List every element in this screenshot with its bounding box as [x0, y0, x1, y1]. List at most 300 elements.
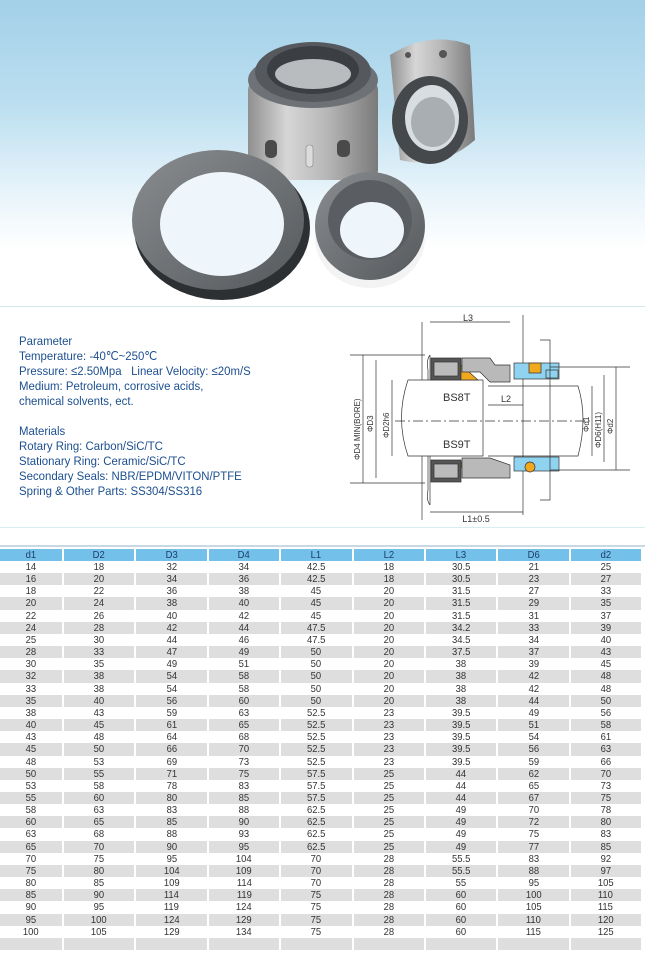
table-cell-d2 [571, 877, 641, 889]
cell-value: 129 [236, 913, 252, 926]
table-cell-l2 [354, 816, 424, 828]
table-cell-d4 [209, 792, 279, 804]
cell-value: 43 [93, 706, 105, 719]
cell-value: 60 [455, 901, 467, 914]
cell-value: 43 [25, 731, 37, 744]
cell-value: 21 [528, 561, 539, 573]
cell-value: 53 [93, 755, 105, 768]
cell-value: 28 [383, 877, 394, 890]
cell-value: 44 [455, 767, 467, 780]
cell-value: 25 [383, 816, 394, 829]
cell-value: 65 [528, 779, 539, 792]
table-cell-d2 [64, 597, 134, 609]
cell-value: 67 [528, 791, 539, 804]
cell-value: 25 [383, 828, 394, 841]
table-cell-l3 [426, 573, 496, 585]
cell-value: 70 [311, 864, 322, 877]
cell-value: 90 [238, 816, 250, 829]
table-cell-l1 [281, 804, 351, 816]
cell-value: 114 [236, 877, 252, 890]
temperature-spec: Temperature: -40℃~250℃ [19, 349, 158, 363]
cell-value: 75 [311, 913, 322, 926]
table-cell-d6 [498, 804, 568, 816]
cell-value: 85 [93, 877, 105, 890]
table-cell-d2 [64, 646, 134, 658]
pressure-velocity-spec: Pressure: ≤2.50Mpa Linear Velocity: ≤20m/S [19, 364, 251, 378]
cell-value: 58 [25, 804, 37, 817]
table-cell-d1 [0, 658, 62, 670]
cell-value: 38 [93, 670, 105, 683]
label-d3: ΦD3 [366, 415, 375, 432]
empty-cell [426, 938, 496, 950]
cell-value: 40 [25, 719, 37, 732]
table-cell-d3 [136, 865, 206, 877]
table-row [0, 756, 641, 768]
table-cell-d2 [571, 743, 641, 755]
cell-value: 22 [25, 609, 37, 622]
table-cell-d2 [64, 768, 134, 780]
table-cell-d2 [571, 658, 641, 670]
column-header-l1 [281, 549, 351, 561]
cell-value: 25 [383, 804, 394, 817]
cell-value: 26 [93, 609, 105, 622]
table-cell-d2 [571, 865, 641, 877]
cell-value: 20 [383, 658, 394, 671]
cell-value: 38 [238, 585, 250, 598]
table-cell-d3 [136, 670, 206, 682]
table-cell-l3 [426, 792, 496, 804]
cell-value: 40 [166, 609, 177, 622]
cell-value: 45 [311, 597, 322, 610]
table-cell-d2 [64, 780, 134, 792]
column-header-label: d2 [600, 549, 612, 561]
cell-value: 62 [528, 767, 539, 780]
cell-value: 20 [93, 573, 105, 586]
table-cell-d2 [64, 561, 134, 573]
cell-value: 42 [528, 670, 539, 683]
medium-spec-continued: chemical solvents, ect. [19, 394, 134, 408]
table-cell-d2 [571, 780, 641, 792]
cell-value: 57.5 [307, 779, 326, 792]
table-cell-d6 [498, 683, 568, 695]
cell-value: 80 [25, 877, 37, 890]
table-cell-d4 [209, 585, 279, 597]
table-cell-d3 [136, 585, 206, 597]
cell-value: 32 [166, 561, 177, 573]
table-cell-d6 [498, 914, 568, 926]
table-cell-d2 [64, 756, 134, 768]
cell-value: 23 [383, 755, 394, 768]
table-cell-l2 [354, 585, 424, 597]
table-cell-d2 [64, 792, 134, 804]
cell-value: 55 [93, 767, 105, 780]
table-cell-l3 [426, 610, 496, 622]
cell-value: 52.5 [307, 731, 326, 744]
stationary-ring-spec: Stationary Ring: Ceramic/SiC/TC [19, 454, 186, 468]
table-cell-l2 [354, 768, 424, 780]
table-cell-l1 [281, 889, 351, 901]
table-cell-d4 [209, 622, 279, 634]
table-cell-l2 [354, 804, 424, 816]
cell-value: 62.5 [307, 816, 326, 829]
table-cell-l2 [354, 901, 424, 913]
table-cell-l2 [354, 610, 424, 622]
cell-value: 28 [383, 901, 394, 914]
cell-value: 75 [93, 852, 105, 865]
table-row [0, 683, 641, 695]
table-cell-d2 [64, 658, 134, 670]
cell-value: 72 [528, 816, 539, 829]
cell-value: 70 [93, 840, 105, 853]
column-header-label: D4 [237, 549, 250, 561]
table-cell-d2 [64, 841, 134, 853]
label-d2h6: ΦD2h6 [382, 412, 391, 438]
cell-value: 42 [166, 621, 177, 634]
table-cell-d2 [64, 901, 134, 913]
cell-value: 33 [528, 621, 539, 634]
cell-value: 65 [238, 719, 250, 732]
table-row [0, 743, 641, 755]
cell-value: 83 [166, 804, 177, 817]
table-cell-l3 [426, 865, 496, 877]
cell-value: 43 [600, 646, 612, 659]
table-cell-d3 [136, 901, 206, 913]
table-cell-l3 [426, 780, 496, 792]
cell-value: 32 [25, 670, 37, 683]
cell-value: 16 [25, 573, 37, 586]
cell-value: 83 [528, 852, 539, 865]
cell-value: 35 [25, 694, 37, 707]
table-cell-l3 [426, 756, 496, 768]
cell-value: 25 [383, 779, 394, 792]
table-cell-l1 [281, 731, 351, 743]
cell-value: 45 [25, 743, 37, 756]
cell-value: 27 [600, 573, 612, 586]
cell-value: 100 [91, 913, 108, 926]
cell-value: 75 [238, 767, 250, 780]
cell-value: 38 [455, 682, 467, 695]
cell-value: 60 [25, 816, 37, 829]
table-cell-l1 [281, 610, 351, 622]
table-cell-d2 [571, 853, 641, 865]
cell-value: 58 [93, 779, 105, 792]
cell-value: 49 [528, 706, 539, 719]
cell-value: 46 [238, 633, 250, 646]
table-cell-d2 [64, 743, 134, 755]
table-cell-d1 [0, 865, 62, 877]
column-header-label: D6 [527, 549, 540, 561]
table-row [0, 561, 641, 573]
table-cell-d3 [136, 889, 206, 901]
cell-value: 80 [166, 791, 177, 804]
table-cell-d6 [498, 865, 568, 877]
cell-value: 44 [455, 791, 467, 804]
cell-value: 38 [25, 706, 37, 719]
cell-value: 75 [25, 864, 37, 877]
table-cell-d2 [571, 610, 641, 622]
table-row [0, 597, 641, 609]
table-cell-d4 [209, 561, 279, 573]
table-cell-d1 [0, 622, 62, 634]
cell-value: 80 [93, 864, 105, 877]
table-row [0, 889, 641, 901]
cell-value: 105 [525, 901, 542, 914]
table-cell-l1 [281, 719, 351, 731]
cell-value: 75 [311, 901, 322, 914]
table-cell-l2 [354, 597, 424, 609]
cell-value: 110 [525, 913, 541, 926]
table-cell-d6 [498, 646, 568, 658]
table-cell-d3 [136, 658, 206, 670]
table-cell-d2 [64, 828, 134, 840]
table-row [0, 731, 641, 743]
cell-value: 85 [238, 791, 250, 804]
table-cell-d3 [136, 877, 206, 889]
table-cell-l3 [426, 707, 496, 719]
table-cell-d3 [136, 780, 206, 792]
cell-value: 70 [311, 877, 322, 890]
mechanical-seal-photo [0, 0, 645, 305]
table-cell-d1 [0, 877, 62, 889]
table-cell-l1 [281, 756, 351, 768]
cell-value: 37 [528, 646, 539, 659]
cell-value: 56 [528, 743, 539, 756]
table-cell-d1 [0, 597, 62, 609]
label-bs8t: BS8T [443, 392, 471, 404]
cell-value: 28 [25, 646, 37, 659]
cell-value: 31.5 [451, 585, 471, 598]
cell-value: 90 [93, 889, 105, 902]
table-cell-d4 [209, 756, 279, 768]
table-cell-d2 [571, 670, 641, 682]
table-cell-d4 [209, 804, 279, 816]
cell-value: 47.5 [307, 621, 326, 634]
table-row [0, 658, 641, 670]
table-cell-l3 [426, 841, 496, 853]
dimension-table [0, 549, 643, 950]
table-cell-d2 [64, 695, 134, 707]
table-cell-d2 [571, 683, 641, 695]
table-cell-l1 [281, 658, 351, 670]
table-cell-d1 [0, 756, 62, 768]
section-divider [0, 306, 645, 307]
table-cell-d2 [571, 622, 641, 634]
table-cell-d1 [0, 926, 62, 938]
table-cell-l2 [354, 561, 424, 573]
table-cell-d1 [0, 634, 62, 646]
table-cell-d1 [0, 914, 62, 926]
column-header-d4 [209, 549, 279, 561]
table-cell-d2 [64, 853, 134, 865]
cell-value: 90 [25, 901, 37, 914]
cell-value: 120 [597, 913, 614, 926]
label-dd2: Φd2 [606, 418, 615, 434]
cell-value: 20 [383, 694, 394, 707]
cell-value: 30 [93, 633, 105, 646]
large-seal-assembly [248, 42, 378, 180]
cell-value: 20 [383, 609, 394, 622]
table-cell-d4 [209, 816, 279, 828]
cell-value: 36 [238, 573, 250, 586]
table-cell-d6 [498, 585, 568, 597]
cell-value: 48 [600, 682, 612, 695]
table-cell-l2 [354, 756, 424, 768]
table-cell-d3 [136, 804, 206, 816]
cell-value: 70 [311, 852, 322, 865]
table-cell-l2 [354, 646, 424, 658]
column-header-label: L1 [311, 549, 322, 561]
secondary-seals-spec: Secondary Seals: NBR/EPDM/VITON/PTFE [19, 469, 242, 483]
table-cell-l2 [354, 634, 424, 646]
cell-value: 39.5 [451, 706, 471, 719]
cell-value: 25 [25, 633, 37, 646]
cell-value: 23 [383, 719, 394, 732]
table-cell-d3 [136, 853, 206, 865]
table-cell-l2 [354, 889, 424, 901]
cell-value: 55 [455, 877, 467, 890]
table-header-row [0, 549, 641, 561]
cell-value: 55.5 [451, 852, 471, 865]
table-cell-d2 [571, 756, 641, 768]
column-header-d3 [136, 549, 206, 561]
table-cell-l1 [281, 695, 351, 707]
cell-value: 44 [528, 694, 539, 707]
cell-value: 42.5 [307, 561, 326, 573]
cell-value: 83 [238, 779, 250, 792]
table-cell-d2 [64, 816, 134, 828]
cell-value: 50 [311, 682, 322, 695]
table-row [0, 926, 641, 938]
cell-value: 48 [25, 755, 37, 768]
table-cell-d2 [571, 816, 641, 828]
table-cell-l1 [281, 573, 351, 585]
table-cell-d4 [209, 610, 279, 622]
cell-value: 39 [600, 621, 612, 634]
table-cell-l1 [281, 670, 351, 682]
cell-value: 55.5 [451, 864, 471, 877]
column-header-d2 [64, 549, 134, 561]
cell-value: 109 [163, 877, 180, 890]
table-cell-l1 [281, 865, 351, 877]
empty-cell [136, 938, 206, 950]
table-row [0, 816, 641, 828]
table-cell-d6 [498, 731, 568, 743]
table-cell-d1 [0, 780, 62, 792]
cell-value: 39.5 [451, 719, 471, 732]
cell-value: 62.5 [307, 804, 326, 817]
table-cell-l1 [281, 926, 351, 938]
table-cell-d3 [136, 768, 206, 780]
table-cell-l3 [426, 816, 496, 828]
table-row [0, 585, 641, 597]
table-cell-l3 [426, 597, 496, 609]
cell-value: 85 [600, 840, 612, 853]
specifications-block [19, 334, 313, 499]
table-cell-l3 [426, 646, 496, 658]
table-cell-l2 [354, 926, 424, 938]
table-cell-l1 [281, 780, 351, 792]
spring-parts-spec: Spring & Other Parts: SS304/SS316 [19, 484, 203, 498]
cell-value: 60 [455, 925, 467, 938]
table-cell-l2 [354, 573, 424, 585]
cell-value: 104 [163, 864, 180, 877]
cell-value: 45 [311, 609, 322, 622]
cell-value: 75 [311, 889, 322, 902]
cell-value: 70 [25, 852, 37, 865]
table-row [0, 804, 641, 816]
column-header-label: L2 [383, 549, 394, 561]
table-cell-d4 [209, 768, 279, 780]
table-cell-d4 [209, 573, 279, 585]
table-cell-d4 [209, 914, 279, 926]
cell-value: 70 [600, 767, 612, 780]
table-row [0, 573, 641, 585]
table-cell-d3 [136, 683, 206, 695]
table-cell-l2 [354, 780, 424, 792]
table-cell-d4 [209, 658, 279, 670]
cell-value: 58 [238, 682, 250, 695]
table-cell-d1 [0, 719, 62, 731]
table-cell-d1 [0, 585, 62, 597]
cell-value: 58 [238, 670, 250, 683]
cell-value: 114 [164, 889, 180, 902]
table-cell-l3 [426, 634, 496, 646]
cell-value: 47 [166, 646, 177, 659]
cell-value: 68 [93, 828, 105, 841]
table-cell-d1 [0, 841, 62, 853]
cell-value: 88 [238, 804, 250, 817]
cell-value: 52.5 [307, 719, 326, 732]
cell-value: 73 [238, 755, 250, 768]
cell-value: 115 [525, 925, 541, 938]
table-cell-d4 [209, 634, 279, 646]
cell-value: 44 [238, 621, 250, 634]
column-header-d6 [498, 549, 568, 561]
cell-value: 33 [25, 682, 37, 695]
cell-value: 25 [600, 561, 612, 573]
table-cell-d4 [209, 828, 279, 840]
cell-value: 78 [600, 804, 612, 817]
label-d6: ΦD6(H11) [594, 411, 603, 448]
table-cell-l1 [281, 646, 351, 658]
cell-value: 23 [528, 573, 539, 586]
empty-cell [354, 938, 424, 950]
table-cell-d2 [571, 889, 641, 901]
table-cell-d2 [64, 914, 134, 926]
table-cell-d1 [0, 610, 62, 622]
cell-value: 110 [598, 889, 614, 902]
cell-value: 45 [311, 585, 322, 598]
cell-value: 38 [455, 670, 467, 683]
cell-value: 73 [600, 779, 612, 792]
table-cell-d2 [571, 901, 641, 913]
table-row [0, 695, 641, 707]
table-cell-d6 [498, 719, 568, 731]
table-cell-d2 [64, 634, 134, 646]
table-cell-l2 [354, 792, 424, 804]
table-cell-d6 [498, 573, 568, 585]
cell-value: 44 [166, 633, 177, 646]
table-cell-d2 [571, 634, 641, 646]
table-cell-l1 [281, 914, 351, 926]
cell-value: 45 [600, 658, 612, 671]
cell-value: 25 [383, 791, 394, 804]
table-cell-l2 [354, 743, 424, 755]
cell-value: 70 [238, 743, 250, 756]
table-cell-d6 [498, 841, 568, 853]
cell-value: 53 [25, 779, 37, 792]
cell-value: 125 [597, 925, 614, 938]
